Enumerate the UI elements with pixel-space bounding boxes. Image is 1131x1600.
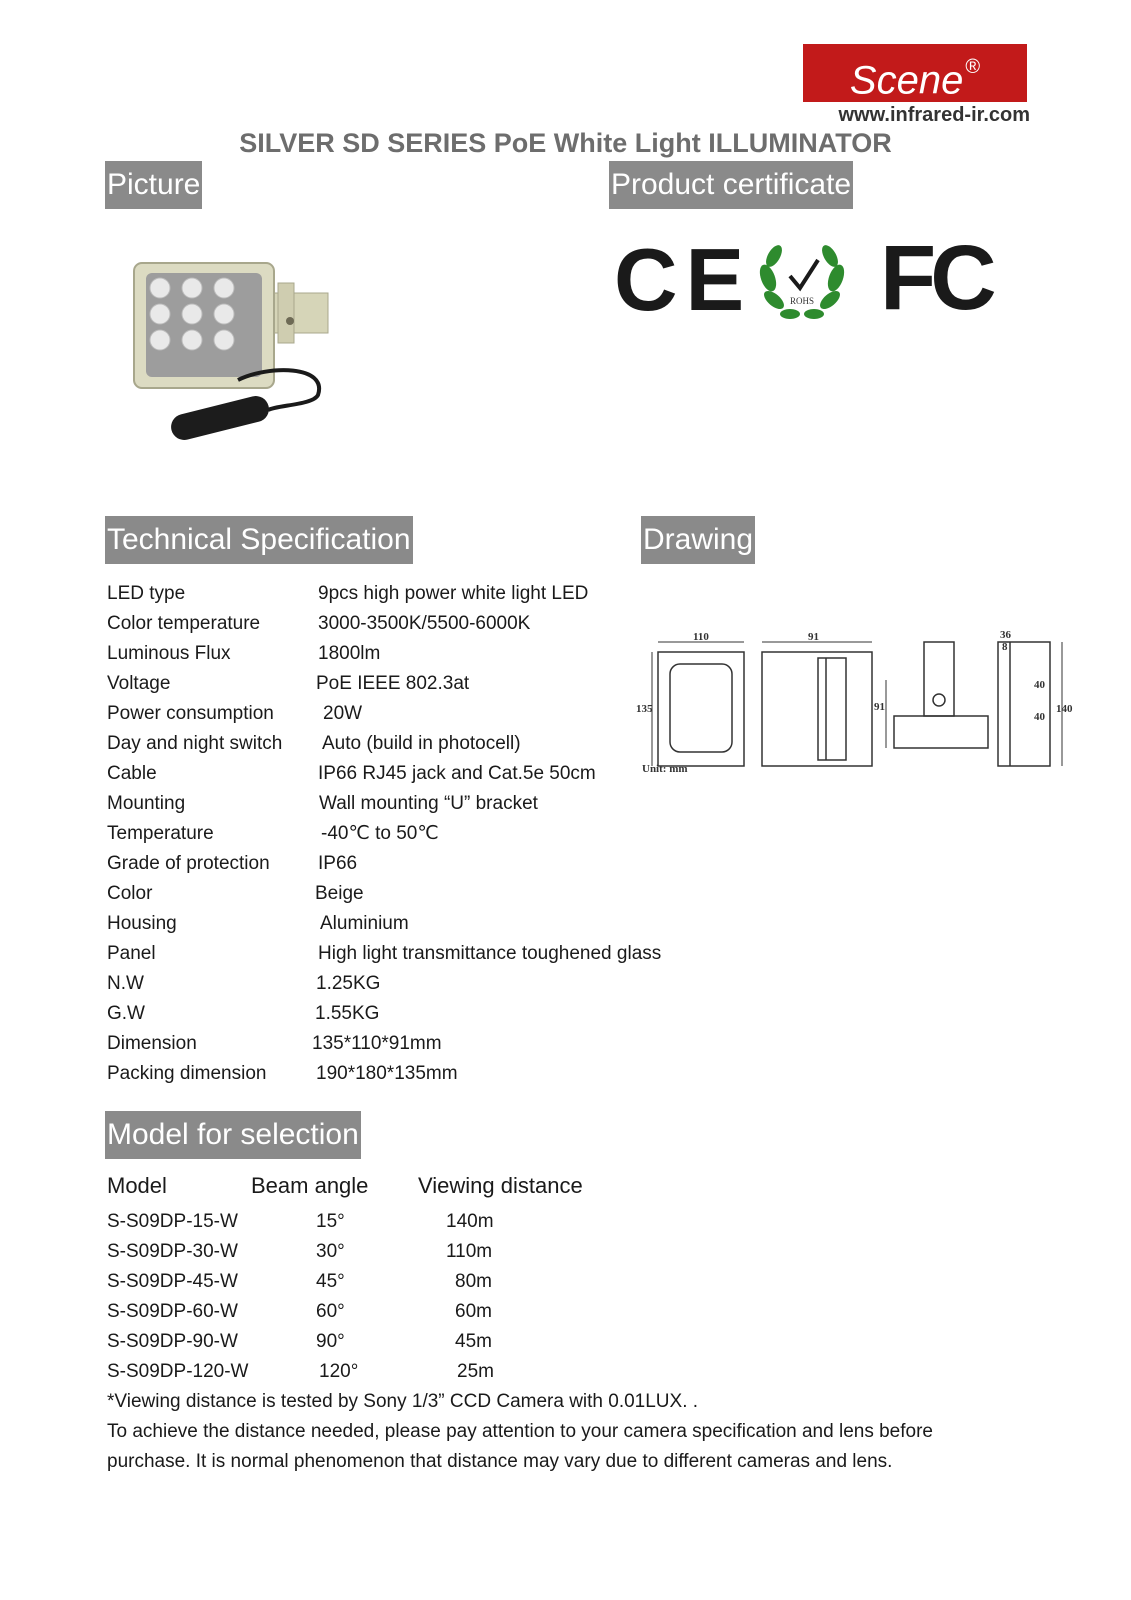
dim-side-depth: 91: [874, 701, 885, 713]
models-header-distance: Viewing distance: [418, 1173, 583, 1198]
note-distance-disclaimer: To achieve the distance needed, please pay attention to your camera specification and lens before purchase. It is normal phenomenon that distance may vary due to different cameras and lens.: [107, 1421, 933, 1472]
dim-top-small: 8: [1002, 641, 1008, 653]
dim-40-lower: 40: [1034, 711, 1045, 723]
page-title: SILVER SD SERIES PoE White Light ILLUMINATOR: [239, 128, 892, 158]
registered-mark: ®: [965, 56, 981, 78]
dim-top: 36: [1000, 629, 1011, 641]
dim-height: 135: [636, 703, 653, 715]
section-tech-spec: Technical Specification: [105, 516, 413, 564]
website-url: www.infrared-ir.com: [838, 104, 1030, 126]
section-models: Model for selection: [105, 1111, 361, 1159]
fcc-mark: FC: [880, 227, 991, 329]
section-picture: Picture: [105, 161, 202, 209]
dim-140: 140: [1056, 703, 1073, 715]
section-drawing: Drawing: [641, 516, 755, 564]
models-header-angle: Beam angle: [251, 1173, 369, 1198]
rohs-label: ROHS: [789, 296, 815, 306]
dim-40-upper: 40: [1034, 679, 1045, 691]
drawing-unit: Unit: mm: [642, 763, 688, 775]
dim-depth: 91: [808, 631, 819, 643]
note-test-conditions: *Viewing distance is tested by Sony 1/3” CCD Camera with 0.01LUX. .: [107, 1391, 699, 1412]
dim-width: 110: [693, 631, 709, 643]
brand-name: Scene: [849, 58, 964, 103]
ce-mark: CE: [614, 230, 753, 329]
models-header-model: Model: [107, 1173, 167, 1198]
product-image: [128, 255, 343, 455]
brand-logo: [803, 44, 1027, 102]
technical-drawing: [638, 630, 1078, 810]
rohs-icon: [754, 232, 850, 324]
section-certificate: Product certificate: [609, 161, 853, 209]
